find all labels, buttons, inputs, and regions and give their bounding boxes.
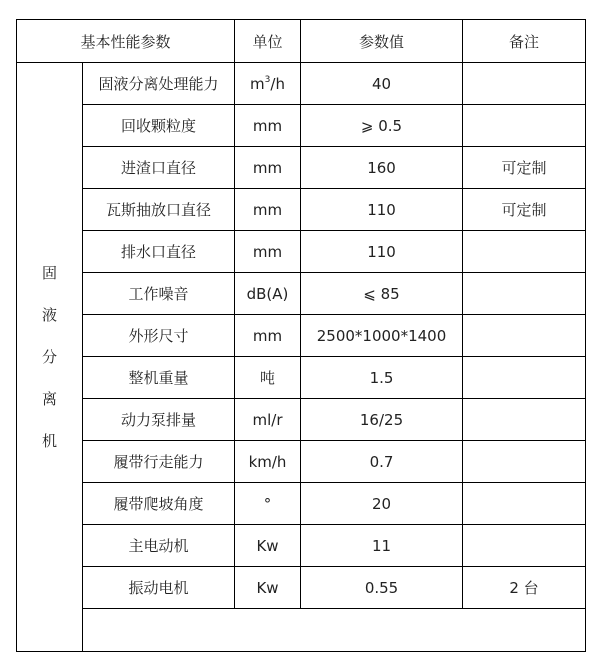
group-char: 固 bbox=[41, 264, 57, 282]
param-name: 进渣口直径 bbox=[83, 147, 235, 189]
param-note bbox=[463, 63, 586, 105]
param-unit: mm bbox=[235, 189, 301, 231]
unit-base: m bbox=[250, 74, 265, 93]
param-unit: ° bbox=[235, 483, 301, 525]
table-row bbox=[17, 273, 586, 315]
param-note bbox=[463, 483, 586, 525]
table-row bbox=[17, 567, 586, 609]
table-row bbox=[17, 63, 586, 105]
param-note: 可定制 bbox=[463, 147, 586, 189]
param-value: 1.5 bbox=[301, 357, 463, 399]
group-label bbox=[17, 63, 83, 652]
param-unit: 吨 bbox=[235, 357, 301, 399]
table-row bbox=[17, 147, 586, 189]
param-value: 20 bbox=[301, 483, 463, 525]
param-value: 0.7 bbox=[301, 441, 463, 483]
param-unit: mm bbox=[235, 315, 301, 357]
table-row bbox=[17, 105, 586, 147]
param-note bbox=[463, 441, 586, 483]
param-note bbox=[463, 399, 586, 441]
param-value: ⩾ 0.5 bbox=[301, 105, 463, 147]
header-param: 基本性能参数 bbox=[17, 20, 235, 63]
header-note: 备注 bbox=[463, 20, 586, 63]
param-name: 瓦斯抽放口直径 bbox=[83, 189, 235, 231]
param-unit: mm bbox=[235, 147, 301, 189]
header-value: 参数值 bbox=[301, 20, 463, 63]
param-unit: mm bbox=[235, 231, 301, 273]
param-note bbox=[463, 105, 586, 147]
param-value: 110 bbox=[301, 231, 463, 273]
table-row bbox=[17, 525, 586, 567]
param-unit: ml/r bbox=[235, 399, 301, 441]
unit-sup: 3 bbox=[264, 74, 271, 85]
blank-cell bbox=[83, 609, 586, 652]
param-name: 整机重量 bbox=[83, 357, 235, 399]
table-row bbox=[17, 189, 586, 231]
param-unit: Kw bbox=[235, 567, 301, 609]
group-char: 液 bbox=[41, 306, 57, 324]
param-note bbox=[463, 525, 586, 567]
blank-row bbox=[17, 609, 586, 652]
param-unit: mm bbox=[235, 105, 301, 147]
param-unit: Kw bbox=[235, 525, 301, 567]
param-value: ⩽ 85 bbox=[301, 273, 463, 315]
param-value: 160 bbox=[301, 147, 463, 189]
param-name: 外形尺寸 bbox=[83, 315, 235, 357]
param-name: 排水口直径 bbox=[83, 231, 235, 273]
table-row bbox=[17, 315, 586, 357]
param-value: 0.55 bbox=[301, 567, 463, 609]
param-name: 回收颗粒度 bbox=[83, 105, 235, 147]
param-name: 振动电机 bbox=[83, 567, 235, 609]
unit-tail: /h bbox=[270, 74, 285, 93]
param-note bbox=[463, 315, 586, 357]
param-name: 固液分离处理能力 bbox=[83, 63, 235, 105]
param-name: 主电动机 bbox=[83, 525, 235, 567]
param-unit: dB(A) bbox=[235, 273, 301, 315]
param-note: 2 台 bbox=[463, 567, 586, 609]
param-name: 动力泵排量 bbox=[83, 399, 235, 441]
param-value: 11 bbox=[301, 525, 463, 567]
spec-table bbox=[16, 19, 586, 652]
group-char: 离 bbox=[41, 390, 57, 408]
param-note bbox=[463, 357, 586, 399]
param-value: 110 bbox=[301, 189, 463, 231]
table-row bbox=[17, 483, 586, 525]
param-note bbox=[463, 273, 586, 315]
param-value: 2500*1000*1400 bbox=[301, 315, 463, 357]
param-value: 16/25 bbox=[301, 399, 463, 441]
param-unit: km/h bbox=[235, 441, 301, 483]
param-unit bbox=[235, 63, 301, 105]
table-row bbox=[17, 399, 586, 441]
table-row bbox=[17, 231, 586, 273]
param-name: 履带爬坡角度 bbox=[83, 483, 235, 525]
header-row bbox=[17, 20, 586, 63]
group-char: 机 bbox=[41, 432, 57, 450]
table-row bbox=[17, 357, 586, 399]
header-unit: 单位 bbox=[235, 20, 301, 63]
param-name: 履带行走能力 bbox=[83, 441, 235, 483]
param-name: 工作噪音 bbox=[83, 273, 235, 315]
param-value: 40 bbox=[301, 63, 463, 105]
param-note: 可定制 bbox=[463, 189, 586, 231]
group-char: 分 bbox=[41, 348, 57, 366]
table-row bbox=[17, 441, 586, 483]
param-note bbox=[463, 231, 586, 273]
